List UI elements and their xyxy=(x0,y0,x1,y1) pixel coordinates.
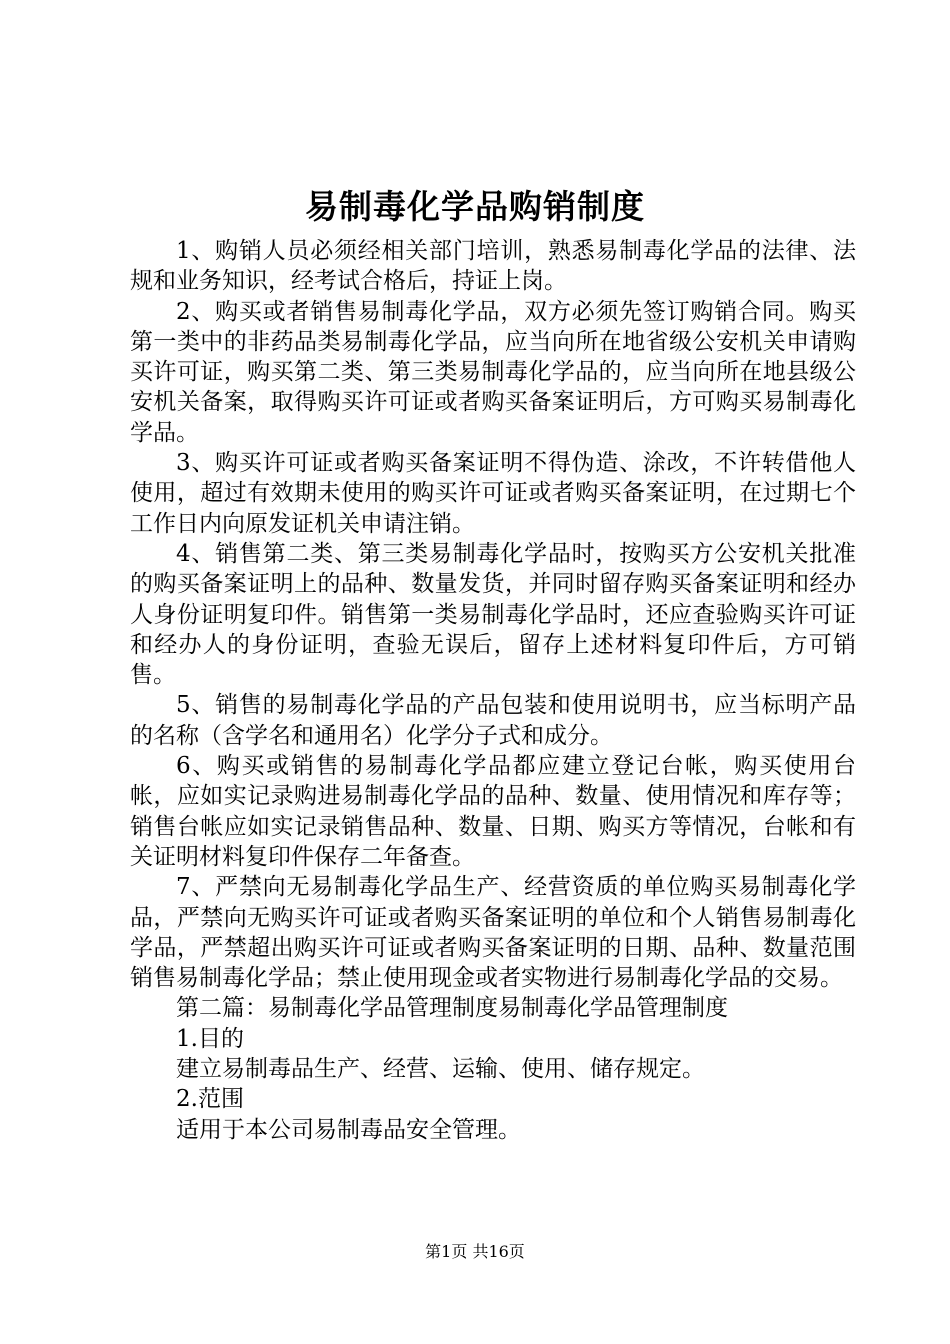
paragraph-6: 6、购买或销售的易制毒化学品都应建立登记台帐，购买使用台帐，应如实记录购进易制毒化学品的品种、数量、使用情况和库存等；销售台帐应如实记录销售品种、数量、日期、购买方等情况，台帐和有关证明材料复印件保存二年备查。 xyxy=(130,753,856,870)
purpose-text: 建立易制毒品生产、经营、运输、使用、储存规定。 xyxy=(176,1056,705,1083)
paragraph-3: 3、购买许可证或者购买备案证明不得伪造、涂改，不许转借他人使用，超过有效期未使用的购买许可证或者购买备案证明，在过期七个工作日内向原发证机关申请注销。 xyxy=(130,450,856,537)
paragraph-4: 4、销售第二类、第三类易制毒化学品时，按购买方公安机关批准的购买备案证明上的品种、数量发货，并同时留存购买备案证明和经办人身份证明复印件。销售第一类易制毒化学品时，还应查验购买许可证和经办人的身份证明，查验无误后，留存上述材料复印件后，方可销售。 xyxy=(130,540,856,689)
document-title: 易制毒化学品购销制度 xyxy=(305,187,645,226)
document-body xyxy=(130,236,856,1145)
paragraph-5: 5、销售的易制毒化学品的产品包装和使用说明书，应当标明产品的名称（含学名和通用名）化学分子式和成分。 xyxy=(130,692,856,749)
section-heading-scope: 2.范围 xyxy=(176,1086,244,1113)
paragraph-2: 2、购买或者销售易制毒化学品，双方必须先签订购销合同。购买第一类中的非药品类易制毒化学品，应当向所在地省级公安机关申请购买许可证，购买第二类、第三类易制毒化学品的，应当向所在地县级公安机关备案，取得购买许可证或者购买备案证明后，方可购买易制毒化学品。 xyxy=(130,298,856,446)
scope-text: 适用于本公司易制毒品安全管理。 xyxy=(176,1116,521,1143)
paragraph-1: 1、购销人员必须经相关部门培训，熟悉易制毒化学品的法律、法规和业务知识，经考试合格后，持证上岗。 xyxy=(130,238,856,295)
page-number-footer: 第1页 共16页 xyxy=(425,1242,525,1261)
paragraph-7: 7、严禁向无易制毒化学品生产、经营资质的单位购买易制毒化学品，严禁向无购买许可证或者购买备案证明的单位和个人销售易制毒化学品，严禁超出购买许可证或者购买备案证明的日期、品种、数量范围销售易制毒化学品；禁止使用现金或者实物进行易制毒化学品的交易。 xyxy=(130,874,856,992)
section-heading-purpose: 1.目的 xyxy=(176,1025,244,1052)
section-heading-part-two: 第二篇：易制毒化学品管理制度易制毒化学品管理制度 xyxy=(176,995,728,1022)
